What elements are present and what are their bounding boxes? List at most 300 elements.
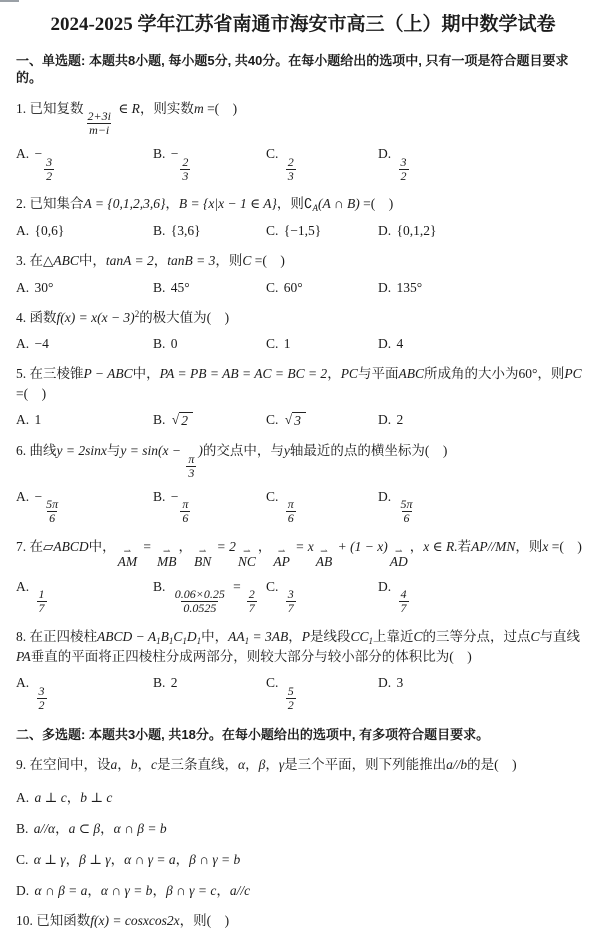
math-text: P − ABC bbox=[83, 366, 133, 382]
text-run: 5. 在三棱锥 bbox=[16, 366, 84, 382]
text-run: ， bbox=[245, 757, 259, 773]
option-A bbox=[16, 489, 153, 525]
math-text: α ∩ γ = b bbox=[100, 882, 153, 898]
fraction-numerator: 5 bbox=[287, 683, 294, 698]
math-text: a ⊂ β bbox=[68, 820, 101, 836]
section-2 bbox=[16, 726, 590, 930]
question bbox=[16, 251, 590, 296]
option-D bbox=[16, 879, 590, 899]
text-run: 中， bbox=[78, 253, 106, 269]
vector-body: AM bbox=[117, 553, 138, 569]
math-text: ABCD bbox=[53, 538, 89, 554]
text-run: {0,6} bbox=[34, 223, 65, 239]
question-stem bbox=[16, 251, 590, 271]
math-text: γ bbox=[278, 757, 285, 773]
text-run: 9. 在空间中，设 bbox=[16, 757, 111, 773]
text-run: 若 bbox=[457, 538, 472, 554]
fraction-denominator: 0.0525 bbox=[183, 601, 217, 616]
option-label: C. bbox=[266, 223, 282, 239]
option-D bbox=[378, 412, 590, 428]
question-stem bbox=[16, 911, 590, 930]
option-D bbox=[378, 579, 590, 615]
text-run: 8. 在正四棱柱 bbox=[16, 629, 97, 645]
text-run: ， bbox=[66, 789, 81, 805]
fraction-numerator: 3 bbox=[400, 154, 407, 169]
math-text: β bbox=[258, 757, 266, 773]
option-A bbox=[16, 336, 153, 352]
fraction bbox=[286, 498, 296, 525]
math-text: = 2 bbox=[213, 538, 236, 554]
options bbox=[16, 579, 590, 615]
text-run: 0 bbox=[170, 336, 178, 352]
option-label: D. bbox=[378, 223, 395, 239]
text-run: 上靠近 bbox=[373, 629, 414, 645]
option-A bbox=[16, 280, 153, 296]
radicand: 2 bbox=[179, 412, 193, 429]
text-run: ，则( ) bbox=[179, 912, 230, 928]
options bbox=[16, 675, 590, 711]
fraction-denominator: 2 bbox=[46, 168, 53, 183]
option-label: A. bbox=[16, 789, 33, 805]
text-run: 所成角的大小为60°，则 bbox=[423, 366, 565, 382]
option-D bbox=[378, 489, 590, 525]
text-run: 6. 曲线 bbox=[16, 443, 57, 459]
math-text: y bbox=[283, 443, 290, 459]
question bbox=[16, 194, 590, 239]
option-B bbox=[153, 223, 266, 239]
question bbox=[16, 911, 590, 930]
math-text: C bbox=[530, 629, 540, 645]
section-1 bbox=[16, 52, 590, 712]
option-label: C. bbox=[266, 412, 282, 428]
text-run: 4. 函数 bbox=[16, 309, 57, 325]
fraction bbox=[44, 156, 54, 183]
text-run: ，则 bbox=[515, 538, 543, 554]
superscript: 2 bbox=[134, 308, 140, 319]
subscript: 1 bbox=[368, 636, 373, 647]
text-run: =( ) bbox=[548, 538, 582, 554]
vector-body: AP bbox=[273, 553, 290, 569]
text-run: 轴最近的点的横坐标为( ) bbox=[289, 443, 448, 459]
fraction-denominator: 2 bbox=[287, 697, 294, 712]
radical-sign: √ bbox=[171, 412, 180, 428]
subscript: A bbox=[312, 203, 318, 214]
text-run: 135° bbox=[396, 279, 423, 295]
options bbox=[16, 223, 590, 239]
option-D bbox=[378, 223, 590, 239]
question-stem bbox=[16, 308, 590, 328]
math-text: = bbox=[228, 578, 245, 594]
text-run: {0,1,2} bbox=[396, 223, 437, 239]
text-run: =( ) bbox=[359, 196, 394, 212]
vector-arrow-icon: ⇀ bbox=[394, 545, 403, 556]
math-text: a ⊥ c bbox=[34, 789, 67, 805]
option-label: C. bbox=[16, 851, 32, 867]
text-run: ， bbox=[153, 253, 168, 269]
option-label: D. bbox=[378, 146, 395, 162]
fraction-denominator: 6 bbox=[49, 511, 56, 526]
vector bbox=[194, 545, 212, 570]
option-label: D. bbox=[378, 412, 395, 428]
fraction-numerator: 5π bbox=[400, 497, 413, 512]
math-text: α bbox=[238, 757, 246, 773]
text-run: 与直线 bbox=[539, 629, 581, 645]
fraction bbox=[186, 453, 196, 480]
text-run: ， bbox=[327, 366, 341, 382]
option-B bbox=[153, 489, 266, 525]
math-text: C bbox=[413, 629, 423, 645]
option-B bbox=[16, 817, 590, 837]
math-text: β ⊥ γ bbox=[79, 851, 111, 867]
vector bbox=[117, 545, 138, 570]
text-run: 是线段 bbox=[309, 629, 351, 645]
fraction-numerator: π bbox=[188, 451, 195, 466]
vector-arrow-icon: ⇀ bbox=[277, 545, 286, 556]
math-text: a//c bbox=[229, 882, 251, 898]
text-run: ， bbox=[65, 851, 80, 867]
option-B bbox=[153, 280, 266, 296]
options bbox=[16, 146, 590, 182]
text-run: ， bbox=[165, 196, 179, 212]
option-label: B. bbox=[153, 223, 169, 239]
math-text: (A ∩ B) bbox=[317, 196, 360, 212]
math-text: x ∈ R. bbox=[423, 538, 458, 554]
question-stem bbox=[16, 364, 590, 403]
option-label: D. bbox=[378, 578, 395, 594]
option-label: B. bbox=[153, 279, 169, 295]
option-label: A. bbox=[16, 146, 33, 162]
fraction bbox=[399, 498, 415, 525]
fraction-denominator: 3 bbox=[182, 168, 189, 183]
fraction bbox=[37, 588, 47, 615]
math-text: P bbox=[301, 629, 310, 645]
fraction bbox=[37, 685, 47, 712]
options bbox=[16, 489, 590, 525]
option-A bbox=[16, 412, 153, 428]
fraction bbox=[286, 588, 296, 615]
text-run: 中， bbox=[88, 538, 116, 554]
option-C bbox=[266, 489, 378, 525]
text-run: 7. 在▱ bbox=[16, 538, 54, 554]
math-text: β ∩ γ = c bbox=[165, 882, 217, 898]
option-B bbox=[153, 579, 266, 615]
text-run: ，则∁ bbox=[276, 196, 313, 212]
math-text: AP//MN bbox=[471, 538, 516, 554]
text-run: ， bbox=[87, 882, 101, 898]
option-C bbox=[266, 223, 378, 239]
section-header: 一、单选题: 本题共8小题, 每小题5分, 共40分。在每小题给出的选项中, 只有一项是符合题目要求的。 bbox=[16, 52, 569, 86]
math-text: α ∩ β = b bbox=[113, 820, 167, 836]
question bbox=[16, 99, 590, 183]
text-run: =( ) bbox=[203, 100, 238, 116]
option-A bbox=[16, 579, 153, 615]
fraction-denominator: 6 bbox=[182, 511, 189, 526]
text-run: −4 bbox=[34, 336, 49, 352]
text-run: ， bbox=[175, 851, 190, 867]
text-run: 3 bbox=[396, 675, 404, 691]
math-text: α ⊥ γ bbox=[33, 851, 66, 867]
math-text: PA bbox=[16, 648, 31, 664]
fraction-denominator: m−i bbox=[89, 123, 110, 138]
option-C bbox=[266, 146, 378, 182]
question-stem bbox=[16, 755, 590, 775]
math-text: C bbox=[173, 629, 183, 645]
option-C bbox=[266, 579, 378, 615]
subscript: 1 bbox=[244, 636, 250, 647]
option-B bbox=[153, 412, 266, 429]
option-A bbox=[16, 223, 153, 239]
math-text: b ⊥ c bbox=[80, 789, 113, 805]
fraction-numerator: 0.06×0.25 bbox=[174, 587, 225, 602]
question bbox=[16, 755, 590, 899]
question-stem bbox=[16, 194, 590, 214]
text-run: 的是( ) bbox=[467, 757, 517, 773]
option-label: A. bbox=[16, 488, 33, 504]
subscript: 1 bbox=[182, 636, 187, 647]
math-text: a//b bbox=[446, 757, 468, 773]
vector-arrow-icon: ⇀ bbox=[320, 545, 328, 556]
math-text: ABC bbox=[398, 366, 424, 382]
option-C bbox=[16, 848, 590, 868]
fraction-numerator: 3 bbox=[46, 154, 53, 169]
radical bbox=[285, 412, 306, 429]
math-text: PC bbox=[564, 366, 582, 382]
text-run: 的三等分点，过点 bbox=[422, 629, 531, 645]
text-run: 是三个平面，则下列能推出 bbox=[284, 757, 447, 773]
fraction bbox=[86, 110, 113, 137]
option-label: B. bbox=[153, 146, 169, 162]
math-text: ) bbox=[198, 443, 203, 459]
fraction-denominator: 3 bbox=[287, 168, 294, 183]
option-label: D. bbox=[16, 882, 33, 898]
option-label: D. bbox=[378, 336, 395, 352]
fraction-denominator: 7 bbox=[38, 601, 45, 616]
vector-arrow-icon: ⇀ bbox=[162, 545, 171, 556]
option-C bbox=[266, 675, 378, 711]
text-run: 2. 已知集合 bbox=[16, 196, 84, 212]
vector-arrow-icon: ⇀ bbox=[243, 545, 251, 556]
math-text: α ∩ β = a bbox=[34, 882, 88, 898]
question bbox=[16, 308, 590, 353]
fraction bbox=[286, 156, 296, 183]
math-text: + (1 − x) bbox=[334, 538, 388, 554]
option-C bbox=[266, 336, 378, 352]
text-run: 中， bbox=[201, 629, 229, 645]
text-run: ， bbox=[265, 757, 279, 773]
option-C bbox=[266, 412, 378, 429]
subscript: 1 bbox=[168, 636, 174, 647]
math-text: a bbox=[110, 757, 118, 773]
text-run: 2 bbox=[396, 412, 404, 428]
fraction bbox=[180, 498, 190, 525]
math-text: y = sin(x − bbox=[120, 443, 185, 459]
vector-arrow-icon: ⇀ bbox=[123, 545, 132, 556]
math-text: ∈ R bbox=[114, 100, 140, 116]
math-text: C bbox=[242, 253, 252, 269]
math-text: CC bbox=[350, 629, 369, 645]
fraction bbox=[399, 156, 409, 183]
math-text: = bbox=[139, 538, 156, 554]
text-run: =( ) bbox=[16, 385, 47, 401]
text-run: 是三条直线， bbox=[157, 757, 238, 773]
math-text: c bbox=[151, 757, 157, 773]
text-run: {3,6} bbox=[170, 223, 201, 239]
text-run: 的交点中，与 bbox=[202, 443, 284, 459]
question bbox=[16, 441, 590, 525]
question bbox=[16, 627, 590, 711]
fraction-numerator: 2+3i bbox=[87, 109, 111, 124]
option-label: C. bbox=[266, 146, 282, 162]
vector bbox=[389, 545, 408, 570]
math-text: b bbox=[130, 757, 138, 773]
math-text: PA = PB = AB = AC = BC = 2 bbox=[159, 366, 328, 382]
option-label: B. bbox=[153, 336, 169, 352]
text-run: 3. 在△ bbox=[16, 253, 54, 269]
option-label: D. bbox=[378, 279, 395, 295]
math-text: AA bbox=[228, 629, 245, 645]
option-C bbox=[266, 280, 378, 296]
math-text: α ∩ γ = a bbox=[124, 851, 176, 867]
fraction-denominator: 6 bbox=[403, 511, 410, 526]
math-text: x bbox=[542, 538, 549, 554]
subscript: 1 bbox=[196, 636, 202, 647]
fraction-denominator: 7 bbox=[400, 601, 407, 616]
vector-body: BN bbox=[194, 553, 212, 569]
fraction-numerator: 5π bbox=[46, 497, 59, 512]
text-run: 与 bbox=[106, 443, 121, 459]
option-D bbox=[378, 280, 590, 296]
fraction-numerator: 1 bbox=[38, 587, 45, 602]
option-label: C. bbox=[266, 578, 282, 594]
vector bbox=[273, 545, 290, 570]
subscript: 1 bbox=[156, 636, 161, 647]
text-run: ， bbox=[257, 538, 272, 554]
page-title: 2024-2025 学年江苏省南通市海安市高三（上）期中数学试卷 bbox=[50, 14, 556, 35]
vector-body: AD bbox=[389, 553, 408, 569]
sections bbox=[16, 52, 590, 930]
text-run: 4 bbox=[396, 336, 404, 352]
option-label: C. bbox=[266, 488, 282, 504]
question-stem bbox=[16, 537, 590, 570]
vector bbox=[237, 545, 256, 570]
text-run: ， bbox=[117, 757, 131, 773]
math-text: tanA = 2 bbox=[105, 253, 154, 269]
fraction-numerator: 2 bbox=[287, 154, 294, 169]
vector bbox=[157, 545, 177, 570]
options bbox=[16, 786, 590, 899]
math-text: B bbox=[160, 629, 169, 645]
text-run: ， bbox=[409, 538, 424, 554]
question bbox=[16, 364, 590, 429]
text-run: ， bbox=[100, 820, 114, 836]
text-run: 与平面 bbox=[357, 366, 399, 382]
radical-sign: √ bbox=[284, 412, 293, 428]
math-text: = x bbox=[291, 538, 314, 554]
fraction-denominator: 7 bbox=[287, 601, 294, 616]
option-label: A. bbox=[16, 412, 33, 428]
option-label: C. bbox=[266, 336, 282, 352]
text-run: 1 bbox=[283, 336, 291, 352]
option-label: A. bbox=[16, 279, 33, 295]
option-label: B. bbox=[153, 578, 169, 594]
text-run: ， bbox=[137, 757, 151, 773]
text-run: ，则实数 bbox=[139, 100, 194, 116]
fraction bbox=[180, 156, 190, 183]
fraction bbox=[247, 588, 257, 615]
text-run: 30° bbox=[34, 279, 54, 295]
option-label: B. bbox=[153, 488, 169, 504]
options bbox=[16, 336, 590, 352]
text-run: ， bbox=[178, 538, 193, 554]
option-label: C. bbox=[266, 675, 282, 691]
text-run: − bbox=[170, 146, 179, 162]
radical bbox=[172, 412, 193, 429]
option-B bbox=[153, 675, 266, 691]
fraction-denominator: 3 bbox=[188, 465, 195, 480]
option-label: C. bbox=[266, 279, 282, 295]
math-text: ABCD − A bbox=[97, 629, 157, 645]
fraction-numerator: π bbox=[182, 497, 189, 512]
option-label: A. bbox=[16, 336, 33, 352]
text-run: ， bbox=[288, 629, 302, 645]
vector-body: AB bbox=[315, 553, 333, 569]
vector-body: MB bbox=[157, 553, 177, 569]
fraction-denominator: 2 bbox=[38, 697, 45, 712]
text-run: 1 bbox=[34, 412, 42, 428]
options bbox=[16, 412, 590, 429]
text-run: 的极大值为( ) bbox=[139, 309, 230, 325]
option-A bbox=[16, 786, 590, 806]
math-text: f(x) = x(x − 3) bbox=[56, 309, 135, 325]
text-run: ， bbox=[216, 882, 230, 898]
options bbox=[16, 280, 590, 296]
math-text: y = 2sinx bbox=[56, 443, 107, 459]
vector bbox=[315, 545, 333, 570]
math-text: D bbox=[186, 629, 197, 645]
option-D bbox=[378, 675, 590, 691]
text-run: 1. 已知复数 bbox=[16, 100, 84, 116]
math-text: ABC bbox=[53, 253, 79, 269]
vector-arrow-icon: ⇀ bbox=[198, 545, 207, 556]
fraction-denominator: 7 bbox=[248, 601, 255, 616]
fraction bbox=[399, 588, 409, 615]
question-stem bbox=[16, 627, 590, 666]
math-text: B = {x|x − 1 ∈ A} bbox=[178, 196, 277, 212]
text-run: 中， bbox=[132, 366, 160, 382]
math-text: a//α bbox=[33, 820, 56, 836]
question-stem bbox=[16, 441, 590, 479]
text-run: ， bbox=[110, 851, 125, 867]
scan-artifact bbox=[0, 0, 19, 2]
fraction-numerator: 2 bbox=[248, 587, 255, 602]
option-label: B. bbox=[153, 675, 169, 691]
option-label: B. bbox=[153, 412, 169, 428]
math-text: β ∩ γ = b bbox=[189, 851, 241, 867]
math-text: m bbox=[193, 100, 204, 116]
fraction-denominator: 2 bbox=[400, 168, 407, 183]
text-run: 垂直的平面将正四棱柱分成两部分，则较大部分与较小部分的体积比为( ) bbox=[30, 648, 472, 664]
fraction-numerator: 3 bbox=[38, 683, 45, 698]
fraction-numerator: 4 bbox=[400, 587, 407, 602]
fraction-numerator: π bbox=[287, 497, 294, 512]
fraction-denominator: 6 bbox=[287, 511, 294, 526]
fraction bbox=[173, 588, 227, 615]
fraction bbox=[286, 685, 296, 712]
option-B bbox=[153, 336, 266, 352]
option-label: D. bbox=[378, 675, 395, 691]
question bbox=[16, 537, 590, 615]
text-run: 45° bbox=[170, 279, 190, 295]
